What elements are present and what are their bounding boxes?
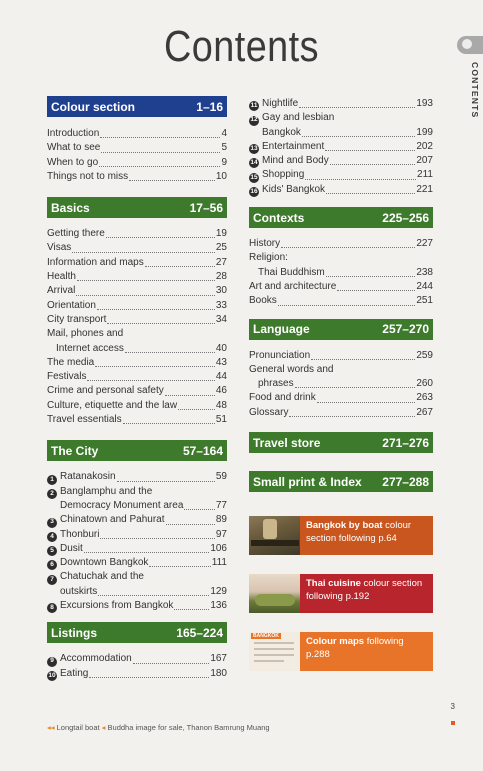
chapter-number-badge: 6 bbox=[47, 560, 57, 570]
section-header-city[interactable] bbox=[47, 440, 227, 461]
colour-section-list bbox=[47, 127, 227, 184]
city-list bbox=[47, 470, 227, 613]
leader-dots bbox=[174, 609, 209, 610]
entry-label: Culture, etiquette and the law bbox=[47, 399, 178, 411]
entry-label: Crime and personal safety bbox=[47, 385, 164, 397]
toc-entry[interactable] bbox=[47, 528, 227, 542]
cuisine-photo bbox=[249, 574, 300, 613]
leader-dots bbox=[305, 179, 416, 180]
entry-page: 27 bbox=[215, 256, 227, 268]
chapter-number-badge: 9 bbox=[47, 657, 57, 667]
entry-label: What to see bbox=[47, 142, 101, 154]
entry-page: 97 bbox=[215, 528, 227, 540]
toc-entry[interactable] bbox=[47, 156, 227, 170]
listings-list-continued bbox=[249, 97, 433, 197]
toc-entry[interactable] bbox=[47, 542, 227, 556]
section-title: Contexts bbox=[253, 210, 305, 225]
toc-entry[interactable] bbox=[47, 399, 227, 413]
entry-page: 221 bbox=[416, 183, 433, 195]
section-title: Listings bbox=[51, 625, 98, 640]
toc-entry[interactable] bbox=[249, 251, 433, 265]
toc-entry[interactable] bbox=[47, 127, 227, 141]
toc-entry[interactable] bbox=[47, 599, 227, 613]
entry-label: Kids' Bangkok bbox=[262, 183, 326, 195]
page-title: Contents bbox=[164, 22, 319, 71]
toc-entry[interactable] bbox=[47, 241, 227, 255]
entry-label: Introduction bbox=[47, 128, 100, 139]
entry-page: 136 bbox=[210, 600, 227, 612]
contexts-list bbox=[249, 237, 433, 308]
toc-entry[interactable] bbox=[47, 470, 227, 484]
page-number: 3 bbox=[450, 702, 455, 711]
section-range: 57–164 bbox=[182, 443, 223, 458]
leader-dots bbox=[145, 266, 215, 267]
section-header-language[interactable] bbox=[249, 319, 433, 340]
toc-entry[interactable] bbox=[47, 570, 227, 584]
entry-label: Religion: bbox=[249, 252, 288, 264]
section-range: 225–256 bbox=[382, 210, 429, 225]
entry-label: Festivals bbox=[47, 371, 87, 383]
entry-label: Pronunciation bbox=[249, 349, 311, 361]
entry-label: Dusit bbox=[60, 542, 83, 554]
leader-dots bbox=[106, 237, 215, 238]
promo-text: Thai cuisine colour section following p.192 bbox=[300, 574, 433, 613]
section-header-listings[interactable] bbox=[47, 622, 227, 643]
entry-label: Entertainment bbox=[262, 140, 325, 152]
leader-dots bbox=[295, 387, 416, 388]
section-range: 17–56 bbox=[189, 200, 223, 215]
promo-text: Bangkok by boat colour section following p.64 bbox=[300, 516, 433, 555]
leader-dots bbox=[184, 509, 214, 510]
leader-dots bbox=[330, 164, 416, 165]
entry-page: 251 bbox=[416, 295, 433, 307]
leader-dots bbox=[281, 247, 415, 248]
entry-label: Glossary bbox=[249, 406, 289, 418]
entry-page: 4 bbox=[221, 128, 227, 139]
section-title: Travel store bbox=[253, 435, 321, 450]
toc-entry[interactable] bbox=[249, 183, 433, 197]
section-title: The City bbox=[51, 443, 99, 458]
entry-label: Gay and lesbian bbox=[262, 112, 335, 124]
entry-label: Thonburi bbox=[60, 528, 100, 540]
leader-dots bbox=[165, 395, 215, 396]
leader-dots bbox=[72, 252, 215, 253]
leader-dots bbox=[125, 352, 215, 353]
toc-entry[interactable] bbox=[47, 485, 227, 499]
toc-entry[interactable] bbox=[249, 294, 433, 308]
leader-dots bbox=[95, 366, 215, 367]
promo-bangkok-by-boat[interactable] bbox=[249, 516, 433, 555]
entry-page: 43 bbox=[215, 356, 227, 368]
entry-page: 167 bbox=[210, 653, 227, 665]
leader-dots bbox=[325, 150, 415, 151]
section-header-colour[interactable] bbox=[47, 96, 227, 117]
toc-entry[interactable] bbox=[47, 256, 227, 270]
side-label: CONTENTS bbox=[470, 62, 480, 119]
entry-label: Thai Buddhism bbox=[258, 266, 325, 278]
toc-entry[interactable] bbox=[47, 342, 227, 356]
section-range: 165–224 bbox=[176, 625, 223, 640]
leader-dots bbox=[89, 677, 209, 678]
entry-page: 48 bbox=[215, 399, 227, 411]
toc-entry[interactable] bbox=[249, 168, 433, 182]
leader-dots bbox=[133, 663, 210, 664]
entry-page: 227 bbox=[416, 238, 433, 250]
section-header-contexts[interactable] bbox=[249, 207, 433, 228]
entry-page: 59 bbox=[215, 471, 227, 483]
entry-label: When to go bbox=[47, 156, 99, 168]
entry-page: 19 bbox=[215, 228, 227, 240]
entry-page: 25 bbox=[215, 242, 227, 254]
entry-label: Food and drink bbox=[249, 392, 316, 404]
entry-page: 267 bbox=[416, 406, 433, 418]
toc-entry[interactable] bbox=[47, 170, 227, 184]
caption-2: Buddha image for sale, Thanon Bamrung Muang bbox=[107, 723, 270, 732]
chapter-number-badge: 5 bbox=[47, 546, 57, 556]
entry-label: Things not to miss bbox=[47, 170, 129, 182]
entry-page: 207 bbox=[416, 155, 433, 167]
entry-label: Orientation bbox=[47, 299, 96, 311]
entry-label: Visas bbox=[47, 242, 72, 254]
chapter-number-badge: 13 bbox=[249, 144, 259, 154]
toc-entry[interactable] bbox=[249, 154, 433, 168]
leader-dots bbox=[84, 552, 210, 553]
toc-entry[interactable] bbox=[47, 384, 227, 398]
toc-entry[interactable] bbox=[249, 349, 433, 363]
entry-page: 5 bbox=[221, 142, 227, 154]
leader-dots bbox=[302, 136, 415, 137]
leader-dots bbox=[100, 137, 220, 138]
entry-page: 202 bbox=[416, 140, 433, 152]
entry-label: Arrival bbox=[47, 285, 76, 297]
left-column bbox=[47, 96, 227, 681]
chapter-number-badge: 8 bbox=[47, 603, 57, 613]
entry-page: 10 bbox=[215, 170, 227, 182]
entry-page: 89 bbox=[215, 514, 227, 526]
chapter-number-badge: 11 bbox=[249, 101, 259, 111]
chapter-number-badge: 12 bbox=[249, 116, 259, 126]
entry-label: Shopping bbox=[262, 169, 305, 181]
map-thumbnail bbox=[249, 632, 300, 671]
promo-colour-maps[interactable] bbox=[249, 632, 433, 671]
entry-label: Art and architecture bbox=[249, 280, 337, 292]
entry-page: 51 bbox=[215, 414, 227, 426]
toc-entry[interactable] bbox=[47, 499, 227, 513]
toc-entry[interactable] bbox=[47, 270, 227, 284]
leader-dots bbox=[299, 107, 415, 108]
leader-dots bbox=[97, 309, 215, 310]
leader-dots bbox=[326, 276, 416, 277]
leader-dots bbox=[166, 524, 215, 525]
entry-page: 28 bbox=[215, 271, 227, 283]
entry-label: Health bbox=[47, 271, 76, 283]
leader-dots bbox=[117, 481, 215, 482]
toc-entry[interactable] bbox=[47, 284, 227, 298]
entry-page: 199 bbox=[416, 126, 433, 138]
leader-dots bbox=[87, 380, 214, 381]
leader-dots bbox=[129, 180, 215, 181]
map-label: BANGKOK bbox=[253, 633, 279, 639]
chapter-number-badge: 3 bbox=[47, 518, 57, 528]
chapter-number-badge: 4 bbox=[47, 532, 57, 542]
promo-thai-cuisine[interactable] bbox=[249, 574, 433, 613]
section-title: Small print & Index bbox=[253, 474, 362, 489]
boat-photo bbox=[249, 516, 300, 555]
toc-entry[interactable] bbox=[47, 356, 227, 370]
toc-entry[interactable] bbox=[249, 391, 433, 405]
toc-entry[interactable] bbox=[249, 126, 433, 140]
entry-page: 260 bbox=[416, 378, 433, 390]
entry-page: 211 bbox=[417, 169, 433, 181]
entry-label: Chatuchak and the bbox=[60, 571, 144, 583]
entry-label: Getting there bbox=[47, 228, 105, 240]
leader-dots bbox=[178, 409, 215, 410]
entry-label: History bbox=[249, 238, 281, 250]
toc-entry[interactable] bbox=[249, 97, 433, 111]
toc-entry[interactable] bbox=[47, 313, 227, 327]
section-range: 257–270 bbox=[382, 322, 429, 337]
chapter-number-badge: 2 bbox=[47, 489, 57, 499]
caption-1: Longtail boat bbox=[56, 723, 100, 732]
basics-list bbox=[47, 227, 227, 427]
entry-label: Chinatown and Pahurat bbox=[60, 514, 165, 526]
entry-label: Bangkok bbox=[262, 126, 301, 138]
entry-label: Excursions from Bangkok bbox=[60, 600, 174, 612]
entry-label: City transport bbox=[47, 313, 107, 325]
entry-label: Internet access bbox=[56, 342, 124, 354]
entry-page: 34 bbox=[215, 313, 227, 325]
toc-entry[interactable] bbox=[47, 556, 227, 570]
chapter-number-badge: 14 bbox=[249, 158, 259, 168]
toc-entry[interactable] bbox=[249, 377, 433, 391]
entry-page: 33 bbox=[215, 299, 227, 311]
section-title: Language bbox=[253, 322, 310, 337]
entry-label: phrases bbox=[258, 378, 294, 390]
leader-dots bbox=[107, 323, 214, 324]
entry-page: 129 bbox=[210, 585, 227, 597]
listings-list bbox=[47, 652, 227, 681]
toc-entry[interactable] bbox=[47, 299, 227, 313]
toc-entry[interactable] bbox=[249, 266, 433, 280]
toc-entry[interactable] bbox=[47, 370, 227, 384]
toc-entry[interactable] bbox=[47, 513, 227, 527]
entry-label: Travel essentials bbox=[47, 414, 122, 426]
entry-page: 180 bbox=[210, 667, 227, 679]
toc-entry[interactable] bbox=[47, 585, 227, 599]
entry-label: Mail, phones and bbox=[47, 328, 124, 340]
leader-dots bbox=[311, 359, 415, 360]
section-range: 1–16 bbox=[196, 99, 223, 114]
toc-entry[interactable] bbox=[249, 111, 433, 125]
language-list bbox=[249, 349, 433, 420]
chapter-number-badge: 10 bbox=[47, 671, 57, 681]
entry-label: outskirts bbox=[60, 585, 98, 597]
entry-label: General words and bbox=[249, 363, 334, 375]
toc-entry[interactable] bbox=[249, 363, 433, 377]
promo-text: Colour maps following p.288 bbox=[300, 632, 433, 671]
entry-label: Accommodation bbox=[60, 653, 132, 665]
photo-caption bbox=[47, 723, 270, 732]
leader-dots bbox=[317, 402, 416, 403]
section-header-basics[interactable] bbox=[47, 197, 227, 218]
left-arrows-icon: ◂◂ bbox=[47, 723, 55, 732]
toc-entry[interactable] bbox=[47, 413, 227, 427]
entry-label: Information and maps bbox=[47, 256, 144, 268]
page-marker bbox=[451, 721, 455, 725]
left-arrow-icon: ◂ bbox=[101, 723, 106, 732]
entry-label: Mind and Body bbox=[262, 155, 329, 167]
leader-dots bbox=[337, 290, 415, 291]
toc-entry[interactable] bbox=[47, 141, 227, 155]
leader-dots bbox=[98, 595, 209, 596]
leader-dots bbox=[100, 538, 214, 539]
entry-page: 77 bbox=[215, 499, 227, 511]
entry-page: 263 bbox=[416, 392, 433, 404]
entry-label: Books bbox=[249, 295, 277, 307]
entry-page: 40 bbox=[215, 342, 227, 354]
section-range: 271–276 bbox=[382, 435, 429, 450]
entry-page: 106 bbox=[210, 542, 227, 554]
leader-dots bbox=[101, 152, 220, 153]
leader-dots bbox=[99, 166, 220, 167]
entry-label: The media bbox=[47, 356, 95, 368]
toc-entry[interactable] bbox=[47, 667, 227, 681]
leader-dots bbox=[76, 295, 215, 296]
right-column bbox=[249, 96, 433, 492]
toc-entry[interactable] bbox=[249, 406, 433, 420]
chapter-number-badge: 16 bbox=[249, 187, 259, 197]
leader-dots bbox=[123, 423, 215, 424]
entry-page: 30 bbox=[215, 285, 227, 297]
leader-dots bbox=[326, 193, 415, 194]
chapter-number-badge: 1 bbox=[47, 475, 57, 485]
toc-entry[interactable] bbox=[249, 280, 433, 294]
entry-page: 44 bbox=[215, 371, 227, 383]
entry-page: 9 bbox=[221, 156, 227, 168]
entry-page: 238 bbox=[416, 266, 433, 278]
side-tab-marker bbox=[457, 36, 483, 54]
leader-dots bbox=[149, 566, 210, 567]
section-title: Basics bbox=[51, 200, 90, 215]
chapter-number-badge: 7 bbox=[47, 575, 57, 585]
section-title: Colour section bbox=[51, 99, 136, 114]
toc-entry[interactable] bbox=[249, 140, 433, 154]
entry-label: Nightlife bbox=[262, 98, 299, 109]
entry-label: Democracy Monument area bbox=[60, 499, 184, 511]
leader-dots bbox=[77, 280, 215, 281]
section-header-small-print[interactable] bbox=[249, 471, 433, 492]
chapter-number-badge: 15 bbox=[249, 173, 259, 183]
entry-page: 259 bbox=[416, 349, 433, 361]
entry-page: 244 bbox=[416, 280, 433, 292]
entry-page: 111 bbox=[211, 557, 227, 569]
entry-label: Banglamphu and the bbox=[60, 485, 153, 497]
section-range: 277–288 bbox=[382, 474, 429, 489]
toc-entry[interactable] bbox=[47, 327, 227, 341]
toc-entry[interactable] bbox=[47, 652, 227, 666]
entry-page: 46 bbox=[215, 385, 227, 397]
toc-entry[interactable] bbox=[47, 227, 227, 241]
entry-label: Downtown Bangkok bbox=[60, 557, 149, 569]
section-header-travel-store[interactable] bbox=[249, 432, 433, 453]
entry-label: Eating bbox=[60, 667, 89, 679]
toc-entry[interactable] bbox=[249, 237, 433, 251]
leader-dots bbox=[289, 416, 415, 417]
entry-page: 193 bbox=[416, 98, 433, 109]
leader-dots bbox=[278, 305, 416, 306]
entry-label: Ratanakosin bbox=[60, 471, 116, 483]
